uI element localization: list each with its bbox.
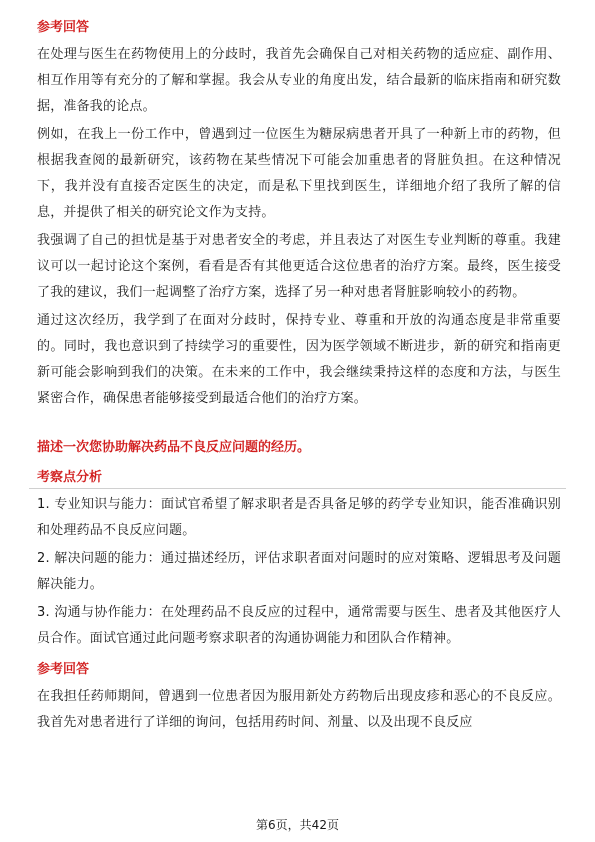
answer-paragraph: 在我担任药师期间，曾遇到一位患者因为服用新处方药物后出现皮疹和恶心的不良反应。我首先对患者进行了详细的询问，包括用药时间、剂量、以及出现不良反应 [37,689,561,730]
answer-paragraph: 通过这次经历，我学到了在面对分歧时，保持专业、尊重和开放的沟通态度是非常重要的。同时，我也意识到了持续学习的重要性，因为医学领域不断进步，新的研究和指南更新可能会影响到我们的决策。在未来的工作中，我会继续秉持这样的态度和方法，与医生紧密合作，确保患者能够接受到最适合他们的治疗方案。 [37,313,561,406]
answer-paragraph: 例如，在我上一份工作中，曾遇到过一位医生为糖尿病患者开具了一种新上市的药物，但根据我查阅的最新研究，该药物在某些情况下可能会加重患者的肾脏负担。在这种情况下，我并没有直接否定医生的决定，而是私下里找到医生，详细地介绍了我所了解的信息，并提供了相关的研究论文作为支持。 [37,127,561,220]
spacer [37,414,561,432]
analysis-item: 1. 专业知识与能力：面试官希望了解求职者是否具备足够的药学专业知识，能否准确识别和处理药品不良反应问题。 [37,497,561,538]
interview-question: 描述一次您协助解决药品不良反应问题的经历。 [37,440,311,455]
section-heading-reference-answer-2: 参考回答 [37,662,90,677]
analysis-item: 2. 解决问题的能力：通过描述经历，评估求职者面对问题时的应对策略、逻辑思考及问题解决能力。 [37,551,561,592]
section-heading-analysis: 考察点分析 [37,470,103,485]
answer-paragraph: 在处理与医生在药物使用上的分歧时，我首先会确保自己对相关药物的适应症、副作用、相互作用等有充分的了解和掌握。我会从专业的角度出发，结合最新的临床指南和研究数据，准备我的论点。 [37,47,561,114]
page-content [37,18,561,738]
analysis-item: 3. 沟通与协作能力：在处理药品不良反应的过程中，通常需要与医生、患者及其他医疗人员合作。面试官通过此问题考察求职者的沟通协调能力和团队合作精神。 [37,605,561,646]
section-heading-reference-answer: 参考回答 [37,20,90,35]
answer-paragraph: 我强调了自己的担忧是基于对患者安全的考虑，并且表达了对医生专业判断的尊重。我建议可以一起讨论这个案例，看看是否有其他更适合这位患者的治疗方案。最终，医生接受了我的建议，我们一起调整了治疗方案，选择了另一种对患者肾脏影响较小的药物。 [37,233,561,300]
section-divider [29,488,566,489]
page-number-footer: 第6页，共42页 [256,818,339,832]
